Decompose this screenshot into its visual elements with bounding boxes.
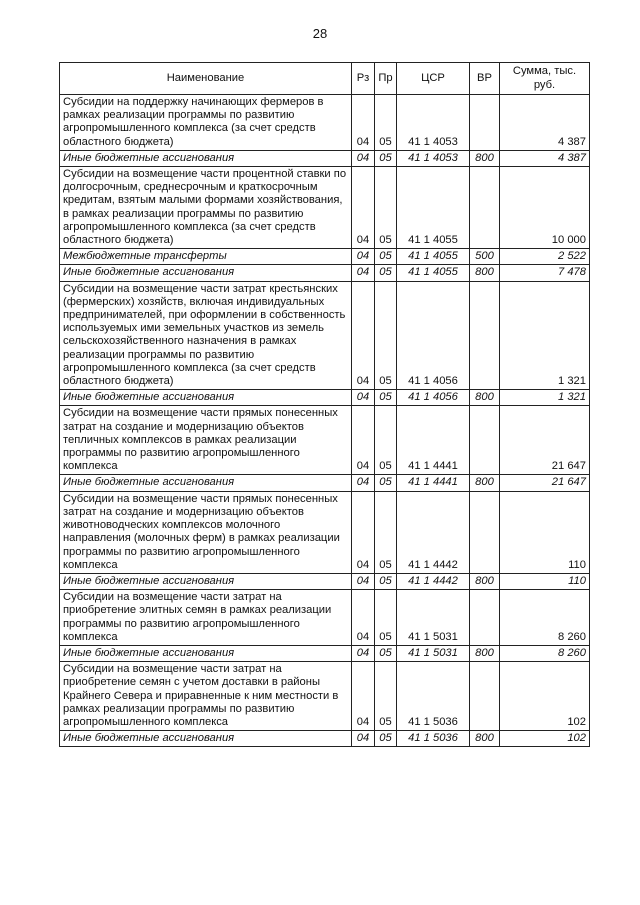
- row-sum: 110: [500, 491, 590, 573]
- row-pr: 05: [375, 406, 397, 475]
- row-name: Субсидии на возмещение части затрат крестьянских (фермерских) хозяйств, включая индивидуальных предпринимателей, при оформлении в собственность используемых ими земельных участков из земель сельскохозяйственного назначения в рамках реализации программы по развитию агропромышленного комплекса (за счет средств областного бюджета): [60, 281, 352, 390]
- table-row: [60, 645, 590, 661]
- table-row: [60, 573, 590, 589]
- row-vr: 800: [470, 573, 500, 589]
- row-vr: 800: [470, 265, 500, 281]
- row-pr: 05: [375, 645, 397, 661]
- row-vr: 500: [470, 249, 500, 265]
- table-row: [60, 406, 590, 475]
- row-name: Субсидии на возмещение части прямых понесенных затрат на создание и модернизацию объектов тепличных комплексов в рамках реализации программы по развитию агропромышленного комплекса: [60, 406, 352, 475]
- row-vr: 800: [470, 150, 500, 166]
- row-csr: 41 1 4053: [397, 95, 470, 151]
- row-name: Иные бюджетные ассигнования: [60, 731, 352, 747]
- header-vr: ВР: [470, 63, 500, 95]
- row-pr: 05: [375, 167, 397, 249]
- row-name: Иные бюджетные ассигнования: [60, 150, 352, 166]
- row-csr: 41 1 4441: [397, 406, 470, 475]
- row-pr: 05: [375, 731, 397, 747]
- row-name: Иные бюджетные ассигнования: [60, 645, 352, 661]
- row-csr: 41 1 4441: [397, 475, 470, 491]
- row-csr: 41 1 5031: [397, 590, 470, 646]
- row-rz: 04: [352, 491, 375, 573]
- row-name: Субсидии на возмещение части затрат на приобретение семян с учетом доставки в районы Крайнего Севера и приравненные к ним местности в рамках реализации программы по развитию агропромышленного комплекса: [60, 662, 352, 731]
- row-pr: 05: [375, 491, 397, 573]
- row-rz: 04: [352, 662, 375, 731]
- row-csr: 41 1 4055: [397, 265, 470, 281]
- row-sum: 8 260: [500, 590, 590, 646]
- row-vr: [470, 406, 500, 475]
- row-sum: 21 647: [500, 406, 590, 475]
- row-rz: 04: [352, 95, 375, 151]
- table-header-row: [60, 63, 590, 95]
- table-row: [60, 281, 590, 390]
- row-rz: 04: [352, 645, 375, 661]
- row-vr: [470, 167, 500, 249]
- table-row: [60, 731, 590, 747]
- row-sum: 2 522: [500, 249, 590, 265]
- row-pr: 05: [375, 475, 397, 491]
- row-vr: [470, 662, 500, 731]
- row-pr: 05: [375, 95, 397, 151]
- table-row: [60, 95, 590, 151]
- row-csr: 41 1 4055: [397, 249, 470, 265]
- row-csr: 41 1 5036: [397, 731, 470, 747]
- row-csr: 41 1 5036: [397, 662, 470, 731]
- header-name: Наименование: [60, 63, 352, 95]
- row-rz: 04: [352, 167, 375, 249]
- row-sum: 4 387: [500, 150, 590, 166]
- row-rz: 04: [352, 265, 375, 281]
- row-pr: 05: [375, 390, 397, 406]
- table-row: [60, 662, 590, 731]
- table-row: [60, 390, 590, 406]
- row-sum: 1 321: [500, 390, 590, 406]
- row-sum: 102: [500, 662, 590, 731]
- row-pr: 05: [375, 265, 397, 281]
- header-pr: Пр: [375, 63, 397, 95]
- table-row: [60, 475, 590, 491]
- row-csr: 41 1 4442: [397, 491, 470, 573]
- table-row: [60, 590, 590, 646]
- row-pr: 05: [375, 662, 397, 731]
- header-sum: Сумма, тыс. руб.: [500, 63, 590, 95]
- table-row: [60, 265, 590, 281]
- row-pr: 05: [375, 573, 397, 589]
- table-row: [60, 167, 590, 249]
- row-sum: 110: [500, 573, 590, 589]
- budget-table: [59, 62, 590, 747]
- row-csr: 41 1 4055: [397, 167, 470, 249]
- row-name: Субсидии на возмещение части прямых понесенных затрат на создание и модернизацию объектов животноводческих комплексов молочного направления (молочных ферм) в рамках реализации программы по развитию агропромышленного комплекса: [60, 491, 352, 573]
- row-vr: 800: [470, 645, 500, 661]
- row-sum: 8 260: [500, 645, 590, 661]
- row-name: Иные бюджетные ассигнования: [60, 390, 352, 406]
- row-pr: 05: [375, 150, 397, 166]
- row-sum: 21 647: [500, 475, 590, 491]
- row-csr: 41 1 4056: [397, 281, 470, 390]
- row-rz: 04: [352, 475, 375, 491]
- row-rz: 04: [352, 573, 375, 589]
- row-csr: 41 1 4053: [397, 150, 470, 166]
- row-vr: [470, 491, 500, 573]
- row-rz: 04: [352, 390, 375, 406]
- row-name: Субсидии на поддержку начинающих фермеров в рамках реализации программы по развитию агропромышленного комплекса (за счет средств областного бюджета): [60, 95, 352, 151]
- row-vr: 800: [470, 390, 500, 406]
- row-name: Субсидии на возмещение части затрат на приобретение элитных семян в рамках реализации программы по развитию агропромышленного комплекса: [60, 590, 352, 646]
- row-sum: 102: [500, 731, 590, 747]
- row-vr: 800: [470, 731, 500, 747]
- row-csr: 41 1 4056: [397, 390, 470, 406]
- row-sum: 1 321: [500, 281, 590, 390]
- row-rz: 04: [352, 731, 375, 747]
- row-rz: 04: [352, 150, 375, 166]
- table-row: [60, 150, 590, 166]
- row-vr: 800: [470, 475, 500, 491]
- row-name: Иные бюджетные ассигнования: [60, 265, 352, 281]
- header-csr: ЦСР: [397, 63, 470, 95]
- row-sum: 10 000: [500, 167, 590, 249]
- row-sum: 7 478: [500, 265, 590, 281]
- row-csr: 41 1 5031: [397, 645, 470, 661]
- page-number: 28: [312, 26, 328, 41]
- row-csr: 41 1 4442: [397, 573, 470, 589]
- row-pr: 05: [375, 281, 397, 390]
- row-rz: 04: [352, 281, 375, 390]
- row-rz: 04: [352, 249, 375, 265]
- row-pr: 05: [375, 249, 397, 265]
- table-row: [60, 491, 590, 573]
- row-name: Иные бюджетные ассигнования: [60, 573, 352, 589]
- table-row: [60, 249, 590, 265]
- row-vr: [470, 281, 500, 390]
- header-rz: Рз: [352, 63, 375, 95]
- row-pr: 05: [375, 590, 397, 646]
- row-vr: [470, 590, 500, 646]
- row-rz: 04: [352, 406, 375, 475]
- row-name: Иные бюджетные ассигнования: [60, 475, 352, 491]
- row-name: Межбюджетные трансферты: [60, 249, 352, 265]
- row-vr: [470, 95, 500, 151]
- row-sum: 4 387: [500, 95, 590, 151]
- row-name: Субсидии на возмещение части процентной ставки по долгосрочным, среднесрочным и краткосрочным кредитам, взятым малыми формами хозяйствования, в рамках реализации программы по развитию агропромышленного комплекса (за счет средств областного бюджета): [60, 167, 352, 249]
- row-rz: 04: [352, 590, 375, 646]
